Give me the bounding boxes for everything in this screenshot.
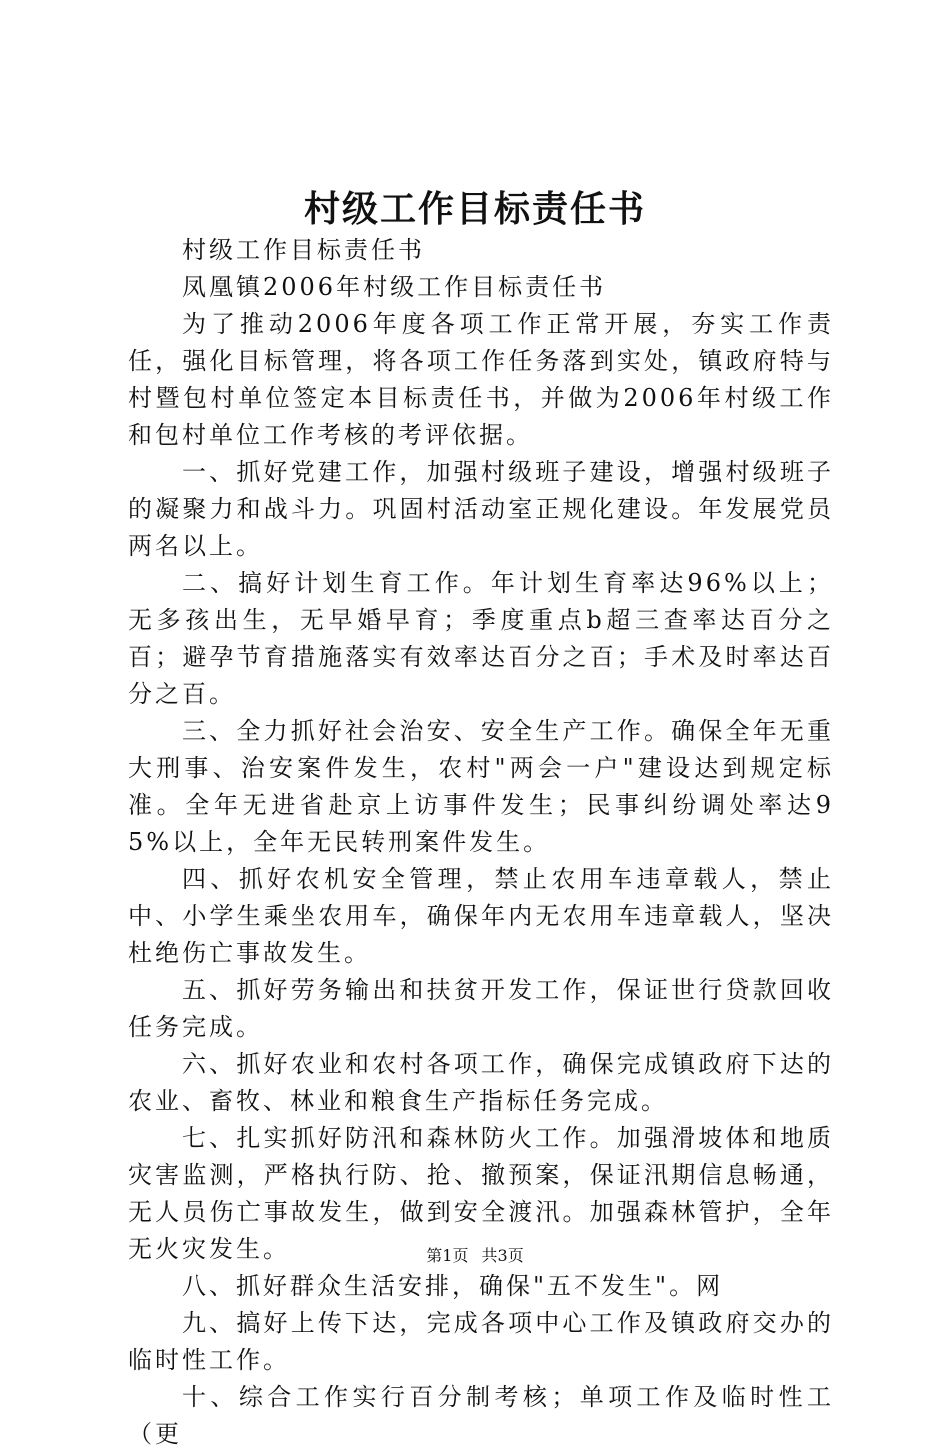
paragraph-item-4: 四、抓好农机安全管理，禁止农用车违章载人，禁止中、小学生乘坐农用车，确保年内无农用车违章载人，坚决杜绝伤亡事故发生。	[128, 865, 834, 967]
paragraph-item-8: 八、抓好群众生活安排，确保"五不发生"。网	[182, 1272, 724, 1300]
paragraph-item-5: 五、抓好劳务输出和扶贫开发工作，保证世行贷款回收任务完成。	[128, 976, 834, 1041]
paragraph-heading: 凤凰镇2006年村级工作目标责任书	[182, 273, 607, 301]
document-body	[128, 232, 834, 1453]
page-total: 共3页	[481, 1246, 524, 1265]
paragraph-item-3: 三、全力抓好社会治安、安全生产工作。确保全年无重大刑事、治安案件发生，农村"两会一户"建设达到规定标准。全年无进省赴京上访事件发生；民事纠纷调处率达95%以上，全年无民转刑案件发生。	[128, 717, 834, 856]
paragraph-item-1: 一、抓好党建工作，加强村级班子建设，增强村级班子的凝聚力和战斗力。巩固村活动室正规化建设。年发展党员两名以上。	[128, 458, 834, 560]
document-title: 村级工作目标责任书	[303, 188, 646, 230]
paragraph-item-6: 六、抓好农业和农村各项工作，确保完成镇政府下达的农业、畜牧、林业和粮食生产指标任务完成。	[128, 1050, 834, 1115]
page-footer	[0, 1244, 950, 1268]
paragraph-intro: 为了推动2006年度各项工作正常开展，夯实工作责任，强化目标管理，将各项工作任务落到实处，镇政府特与村暨包村单位签定本目标责任书，并做为2006年村级工作和包村单位工作考核的考评依据。	[128, 310, 834, 449]
paragraph-item-10: 十、综合工作实行百分制考核；单项工作及临时性工（更	[128, 1383, 834, 1448]
paragraph-item-9: 九、搞好上传下达，完成各项中心工作及镇政府交办的临时性工作。	[128, 1309, 834, 1374]
page-number: 第1页	[426, 1246, 469, 1265]
paragraph-item-2: 二、搞好计划生育工作。年计划生育率达96%以上；无多孩出生，无早婚早育；季度重点b超三查率达百分之百；避孕节育措施落实有效率达百分之百；手术及时率达百分之百。	[128, 569, 834, 708]
paragraph-item-7: 七、扎实抓好防汛和森林防火工作。加强滑坡体和地质灾害监测，严格执行防、抢、撤预案，保证汛期信息畅通，无人员伤亡事故发生，做到安全渡汛。加强森林管护，全年无火灾发生。	[128, 1124, 834, 1263]
paragraph-subtitle: 村级工作目标责任书	[182, 236, 425, 264]
